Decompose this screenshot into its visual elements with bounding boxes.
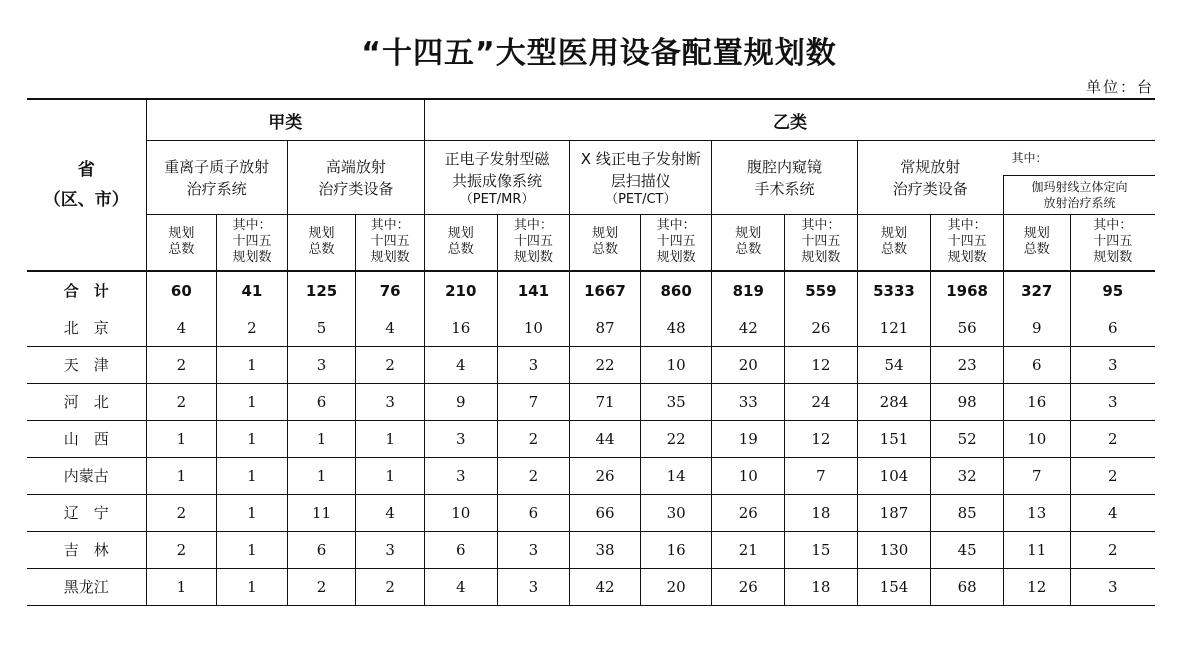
table-cell: 95 — [1070, 271, 1155, 310]
table-cell: 1 — [217, 457, 288, 494]
table-cell: 54 — [857, 346, 931, 383]
table-cell: 18 — [785, 568, 858, 605]
table-cell: 26 — [570, 457, 641, 494]
subheader-total: 规划 总数 — [287, 215, 356, 271]
table-cell: 22 — [640, 420, 712, 457]
device-header-high-end-radiotherapy: 高端放射 治疗类设备 — [287, 141, 424, 215]
table-cell: 22 — [570, 346, 641, 383]
table-row — [27, 531, 1155, 568]
table-cell: 66 — [570, 494, 641, 531]
device-header-pet-mr: 正电子发射型磁 共振成像系统 （PET/MR） — [424, 141, 569, 215]
table-cell: 1 — [356, 457, 425, 494]
table-cell: 32 — [931, 457, 1004, 494]
table-cell: 23 — [931, 346, 1004, 383]
table-cell: 12 — [785, 420, 858, 457]
table-cell: 11 — [287, 494, 356, 531]
table-cell: 3 — [424, 420, 497, 457]
table-row — [27, 310, 1155, 347]
province-name: 吉 林 — [27, 531, 146, 568]
device-header-gamma-knife: 伽玛射线立体定向 放射治疗系统 — [1003, 176, 1155, 215]
unit-label: 单位：台 — [1085, 78, 1154, 96]
table-cell: 38 — [570, 531, 641, 568]
table-cell: 12 — [785, 346, 858, 383]
table-cell: 1 — [217, 494, 288, 531]
subheader-14th-plan: 其中： 十四五 规划数 — [497, 215, 570, 271]
table-cell: 1 — [146, 568, 217, 605]
table-cell: 3 — [356, 531, 425, 568]
table-cell: 1 — [287, 457, 356, 494]
table-cell: 327 — [1003, 271, 1070, 310]
table-cell: 20 — [640, 568, 712, 605]
table-cell: 48 — [640, 310, 712, 347]
table-cell: 68 — [931, 568, 1004, 605]
table-cell: 41 — [217, 271, 288, 310]
table-cell: 3 — [424, 457, 497, 494]
table-cell: 1 — [287, 420, 356, 457]
table-cell: 9 — [1003, 310, 1070, 347]
table-cell: 6 — [497, 494, 570, 531]
table-cell: 125 — [287, 271, 356, 310]
table-cell: 35 — [640, 383, 712, 420]
table-cell: 1 — [217, 568, 288, 605]
table-cell: 210 — [424, 271, 497, 310]
device-header-pet-ct: X 线正电子发射断 层扫描仪 （PET/CT） — [570, 141, 712, 215]
table-cell: 1 — [217, 346, 288, 383]
table-cell: 2 — [1070, 420, 1155, 457]
table-cell: 284 — [857, 383, 931, 420]
table-cell: 130 — [857, 531, 931, 568]
subheader-14th-plan: 其中： 十四五 规划数 — [785, 215, 858, 271]
table-cell: 121 — [857, 310, 931, 347]
table-cell: 819 — [712, 271, 785, 310]
table-cell: 1968 — [931, 271, 1004, 310]
subheader-14th-plan: 其中： 十四五 规划数 — [640, 215, 712, 271]
table-cell: 20 — [712, 346, 785, 383]
subheader-14th-plan: 其中： 十四五 规划数 — [217, 215, 288, 271]
table-cell: 11 — [1003, 531, 1070, 568]
table-cell: 2 — [146, 346, 217, 383]
table-cell: 4 — [424, 568, 497, 605]
table-cell: 26 — [785, 310, 858, 347]
table-row — [27, 346, 1155, 383]
table-cell: 9 — [424, 383, 497, 420]
table-cell: 7 — [1003, 457, 1070, 494]
table-cell: 2 — [356, 346, 425, 383]
table-cell: 18 — [785, 494, 858, 531]
table-cell: 1 — [217, 420, 288, 457]
province-name: 山 西 — [27, 420, 146, 457]
table-cell: 2 — [356, 568, 425, 605]
subheader-total: 规划 总数 — [570, 215, 641, 271]
table-cell: 1 — [217, 531, 288, 568]
table-cell: 1 — [217, 383, 288, 420]
table-cell: 4 — [424, 346, 497, 383]
table-cell: 52 — [931, 420, 1004, 457]
subheader-total: 规划 总数 — [424, 215, 497, 271]
table-cell: 4 — [356, 310, 425, 347]
table-cell: 10 — [424, 494, 497, 531]
table-cell: 4 — [356, 494, 425, 531]
table-cell: 6 — [287, 531, 356, 568]
table-row — [27, 494, 1155, 531]
table-cell: 1 — [356, 420, 425, 457]
table-cell: 3 — [1070, 568, 1155, 605]
table-cell: 7 — [785, 457, 858, 494]
table-cell: 10 — [497, 310, 570, 347]
table-cell: 151 — [857, 420, 931, 457]
table-cell: 4 — [146, 310, 217, 347]
table-row — [27, 383, 1155, 420]
device-header-conventional-radiotherapy: 常规放射 治疗类设备 — [857, 141, 1003, 215]
table-cell: 33 — [712, 383, 785, 420]
table-cell: 2 — [497, 420, 570, 457]
page-title: “十四五”大型医用设备配置规划数 — [361, 36, 837, 71]
table-cell: 2 — [1070, 457, 1155, 494]
table-cell: 10 — [1003, 420, 1070, 457]
table-cell: 3 — [497, 568, 570, 605]
table-cell: 2 — [1070, 531, 1155, 568]
table-cell: 26 — [712, 568, 785, 605]
total-label: 合 计 — [27, 271, 146, 310]
subheader-total: 规划 总数 — [146, 215, 217, 271]
table-cell: 1 — [146, 457, 217, 494]
table-cell: 1667 — [570, 271, 641, 310]
table-cell: 21 — [712, 531, 785, 568]
table-cell: 12 — [1003, 568, 1070, 605]
table-cell: 42 — [712, 310, 785, 347]
table-cell: 6 — [287, 383, 356, 420]
table-cell: 4 — [1070, 494, 1155, 531]
table-cell: 3 — [497, 346, 570, 383]
table-cell: 30 — [640, 494, 712, 531]
table-cell: 24 — [785, 383, 858, 420]
table-cell: 3 — [1070, 346, 1155, 383]
subheader-14th-plan: 其中： 十四五 规划数 — [931, 215, 1004, 271]
total-row — [27, 271, 1155, 310]
table-cell: 187 — [857, 494, 931, 531]
table-cell: 1 — [146, 420, 217, 457]
table-cell: 13 — [1003, 494, 1070, 531]
province-name: 辽 宁 — [27, 494, 146, 531]
province-name: 黑龙江 — [27, 568, 146, 605]
subheader-14th-plan: 其中： 十四五 规划数 — [356, 215, 425, 271]
subheader-14th-plan: 其中： 十四五 规划数 — [1070, 215, 1155, 271]
table-cell: 6 — [1003, 346, 1070, 383]
table-cell: 141 — [497, 271, 570, 310]
table-row — [27, 568, 1155, 605]
qizhong-header: 其中： — [1003, 141, 1155, 176]
device-header-heavy-ion: 重离子质子放射 治疗系统 — [146, 141, 287, 215]
table-cell: 6 — [1070, 310, 1155, 347]
table-cell: 3 — [497, 531, 570, 568]
table-cell: 16 — [1003, 383, 1070, 420]
table-cell: 2 — [497, 457, 570, 494]
table-cell: 3 — [356, 383, 425, 420]
subheader-total: 规划 总数 — [857, 215, 931, 271]
table-cell: 2 — [146, 383, 217, 420]
category-a-header: 甲类 — [146, 99, 424, 141]
table-cell: 16 — [640, 531, 712, 568]
table-cell: 2 — [217, 310, 288, 347]
table-cell: 7 — [497, 383, 570, 420]
table-cell: 10 — [712, 457, 785, 494]
table-cell: 19 — [712, 420, 785, 457]
table-cell: 85 — [931, 494, 1004, 531]
table-cell: 87 — [570, 310, 641, 347]
subheader-total: 规划 总数 — [1003, 215, 1070, 271]
table-row — [27, 420, 1155, 457]
table-cell: 2 — [287, 568, 356, 605]
province-name: 天 津 — [27, 346, 146, 383]
allocation-table — [27, 98, 1155, 606]
table-cell: 44 — [570, 420, 641, 457]
table-cell: 2 — [146, 531, 217, 568]
table-cell: 104 — [857, 457, 931, 494]
province-name: 北 京 — [27, 310, 146, 347]
table-cell: 71 — [570, 383, 641, 420]
table-cell: 3 — [1070, 383, 1155, 420]
table-cell: 2 — [146, 494, 217, 531]
table-cell: 3 — [287, 346, 356, 383]
table-cell: 5333 — [857, 271, 931, 310]
table-cell: 5 — [287, 310, 356, 347]
province-header: 省 （区、市） — [27, 99, 146, 271]
table-cell: 98 — [931, 383, 1004, 420]
table-cell: 559 — [785, 271, 858, 310]
table-row — [27, 457, 1155, 494]
table-cell: 26 — [712, 494, 785, 531]
subheader-total: 规划 总数 — [712, 215, 785, 271]
table-cell: 56 — [931, 310, 1004, 347]
table-cell: 6 — [424, 531, 497, 568]
category-b-header: 乙类 — [424, 99, 1155, 141]
province-name: 内蒙古 — [27, 457, 146, 494]
table-cell: 76 — [356, 271, 425, 310]
device-header-laparoscopic: 腹腔内窥镜 手术系统 — [712, 141, 857, 215]
table-cell: 15 — [785, 531, 858, 568]
table-cell: 154 — [857, 568, 931, 605]
table-cell: 10 — [640, 346, 712, 383]
table-cell: 45 — [931, 531, 1004, 568]
table-cell: 14 — [640, 457, 712, 494]
province-name: 河 北 — [27, 383, 146, 420]
table-cell: 60 — [146, 271, 217, 310]
table-cell: 42 — [570, 568, 641, 605]
table-cell: 860 — [640, 271, 712, 310]
table-cell: 16 — [424, 310, 497, 347]
